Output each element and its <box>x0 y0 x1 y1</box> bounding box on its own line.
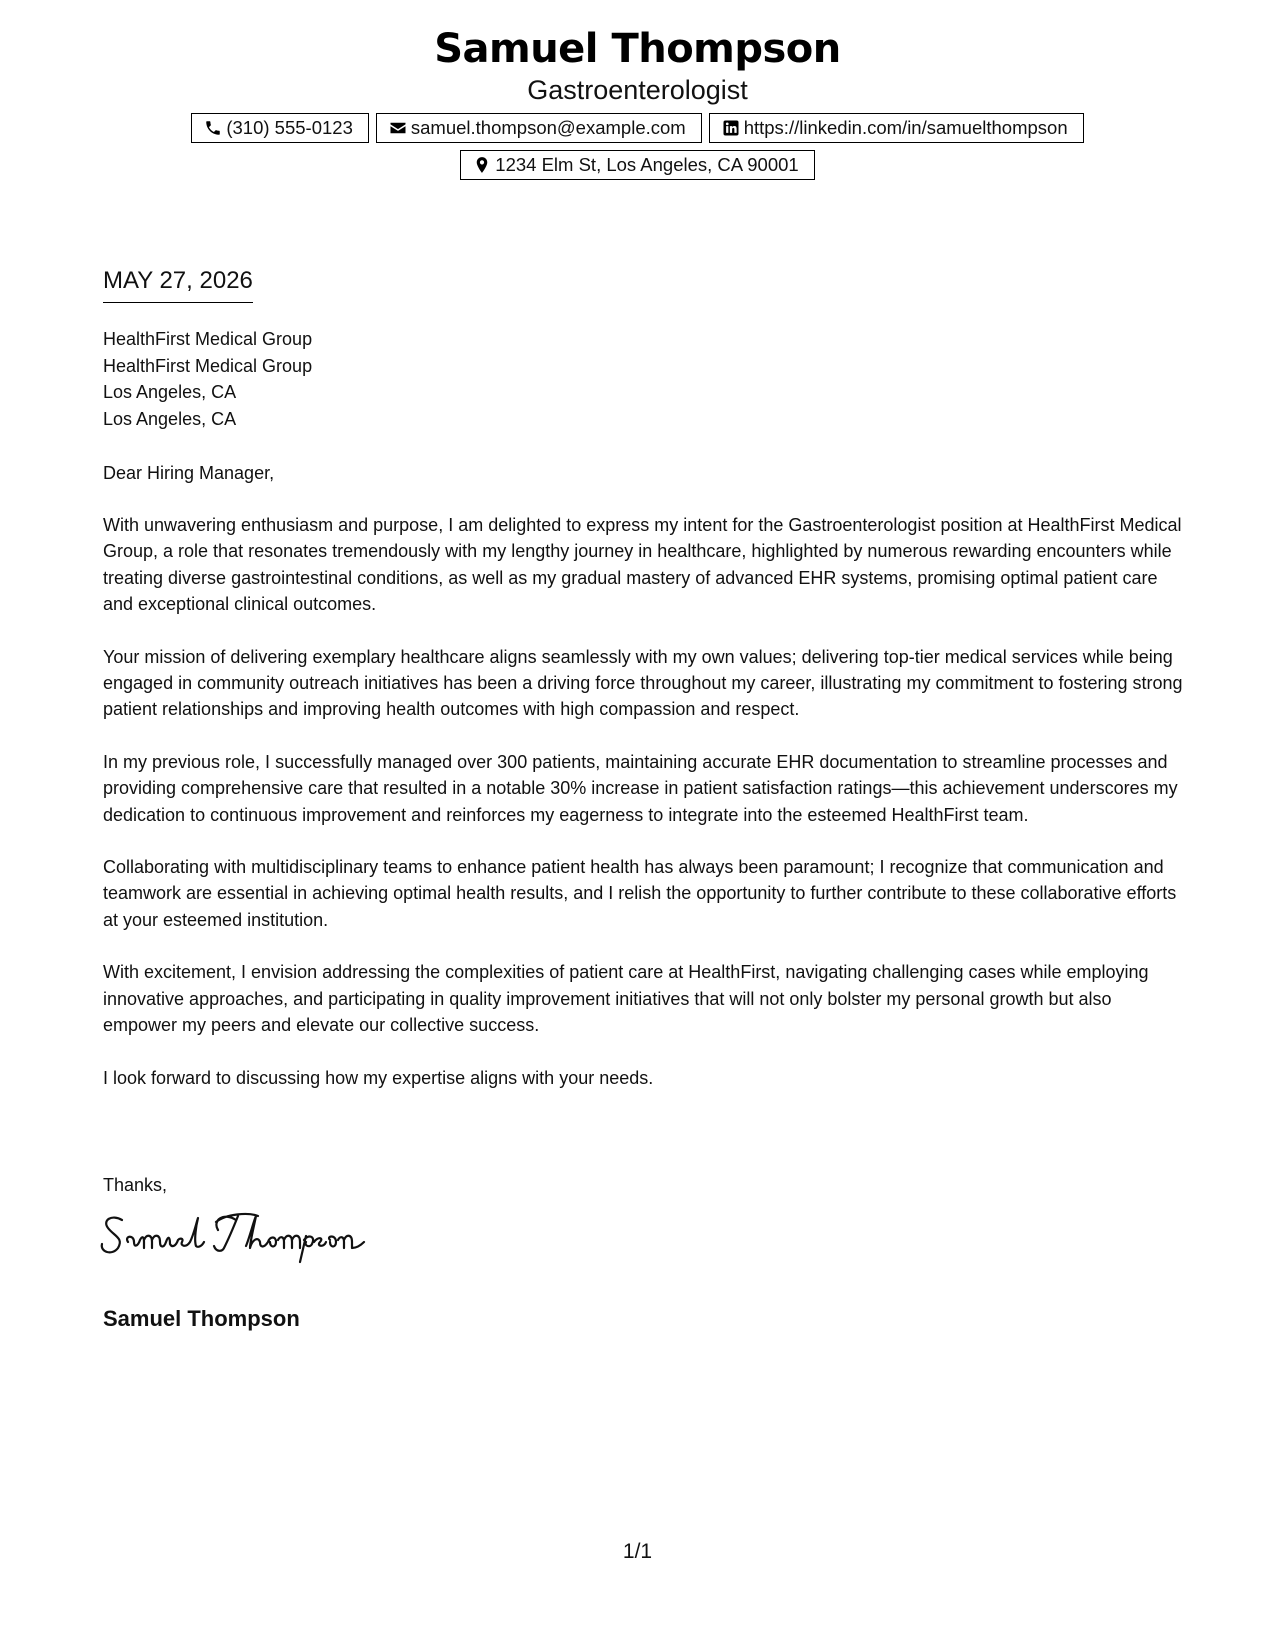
linkedin-icon <box>722 119 740 137</box>
letter-body <box>103 512 1183 1117</box>
phone-text: (310) 555-0123 <box>226 117 353 138</box>
salutation: Dear Hiring Manager, <box>103 463 275 483</box>
contact-row-secondary <box>0 150 1275 180</box>
body-paragraph: In my previous role, I successfully managed over 300 patients, maintaining accurate EHR documentation to streamline processes and providing comprehensive care that resulted in a notable 30% increase in patient satisfaction ratings—this achievement underscores my dedication to continuous improvement and reinforces my eagerness to integrate into the esteemed HealthFirst team. <box>103 751 1178 825</box>
linkedin-text: https://linkedin.com/in/samuelthompson <box>743 117 1068 138</box>
body-paragraph: Your mission of delivering exemplary healthcare aligns seamlessly with my own values; delivering top-tier medical services while being engaged in community outreach initiatives has been a driving force throughout my career, illustrating my commitment to fostering strong patient relationships and improving health outcomes with high compassion and respect. <box>103 646 1183 720</box>
signed-name: Samuel Thompson <box>103 1306 300 1331</box>
body-paragraph: Collaborating with multidisciplinary teams to enhance patient health has always been paramount; I recognize that communication and teamwork are essential in achieving optimal health results, and I relish the opportunity to further contribute to these collaborative efforts at your esteemed institution. <box>103 857 1177 930</box>
recipient-line: HealthFirst Medical Group <box>103 355 313 376</box>
map-marker-icon <box>473 156 491 174</box>
email-contact[interactable] <box>376 113 702 143</box>
recipient-block <box>103 326 312 432</box>
address-contact <box>460 150 814 180</box>
address-text: 1234 Elm St, Los Angeles, CA 90001 <box>495 154 799 175</box>
phone-contact <box>191 113 369 143</box>
handwritten-signature <box>98 1206 368 1266</box>
linkedin-contact[interactable] <box>709 113 1084 143</box>
envelope-icon <box>389 119 407 137</box>
applicant-title: Gastroenterologist <box>527 75 748 105</box>
contact-row-primary <box>0 113 1275 143</box>
body-paragraph: With unwavering enthusiasm and purpose, I am delighted to express my intent for the Gastroenterologist position at HealthFirst Medical Group, a role that resonates tremendously with my lengthy journey in healthcare, highlighted by numerous rewarding encounters while treating diverse gastrointestinal conditions, as well as my gradual mastery of advanced EHR systems, promising optimal patient care and exceptional clinical outcomes. <box>103 515 1182 615</box>
applicant-name: Samuel Thompson <box>434 26 841 72</box>
letter-header <box>0 24 1275 180</box>
recipient-line: Los Angeles, CA <box>103 382 237 402</box>
body-paragraph: With excitement, I envision addressing the complexities of patient care at HealthFirst, navigating challenging cases while employing innovative approaches, and participating in quality improvement initiatives that will not only bolster my personal growth but also empower my peers and elevate our collective success. <box>103 962 1149 1036</box>
page-indicator: 1/1 <box>622 1540 653 1563</box>
email-text: samuel.thompson@example.com <box>410 117 686 138</box>
recipient-line: Los Angeles, CA <box>103 408 237 429</box>
closing: Thanks, <box>103 1175 168 1195</box>
recipient-line: HealthFirst Medical Group <box>103 329 313 349</box>
phone-icon <box>204 119 222 137</box>
body-paragraph: I look forward to discussing how my expertise aligns with your needs. <box>103 1067 654 1088</box>
letter-date: MAY 27, 2026 <box>103 266 253 303</box>
